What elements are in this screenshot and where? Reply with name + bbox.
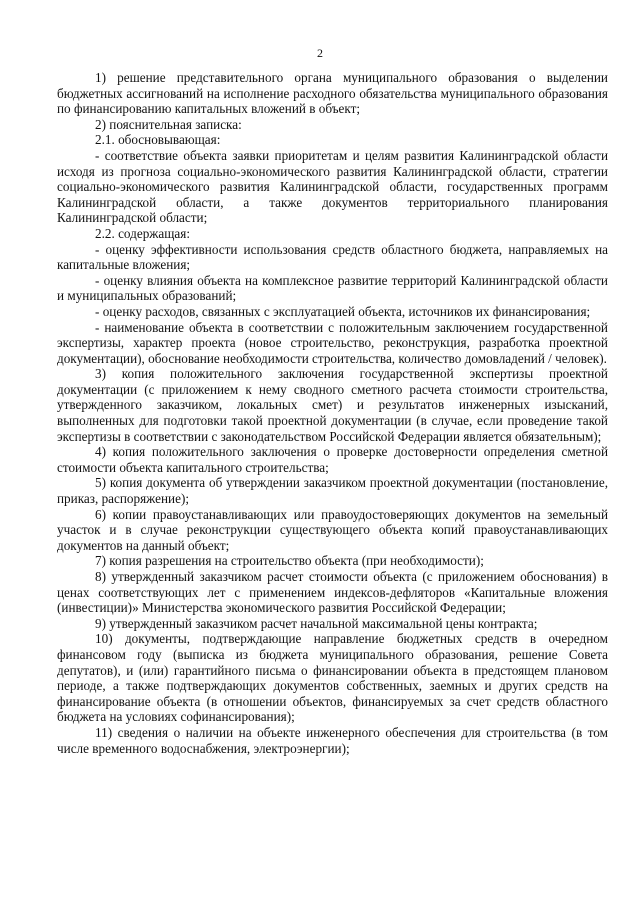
page-number: 2	[317, 46, 323, 60]
paragraph-bullet-priorities: - соответствие объекта заявки приоритетам и целям развития Калининградской области исходя из прогноза социально-экономического развития Калининградской области, стратегии социально-экономического развития Калининградской области, государственных программ Калининградской области, а также документов территориального планирования Калининградской области;	[57, 147, 608, 226]
paragraph-bullet-name: - наименование объекта в соответствии с положительным заключением государственной экспертизы, характер проекта (новое строительство, реконструкция, разработка проектной документации), обоснование необходимости строительства, количество домовладений / человек).	[57, 319, 608, 366]
document-body	[57, 70, 608, 756]
paragraph-item-4: 4) копия положительного заключения о проверке достоверности определения сметной стоимости объекта капитального строительства;	[57, 444, 608, 475]
paragraph-item-2: 2) пояснительная записка:	[95, 116, 242, 132]
paragraph-item-5: 5) копия документа об утверждении заказчиком проектной документации (постановление, приказ, распоряжение);	[57, 475, 608, 507]
paragraph-item-10: 10) документы, подтверждающие направление бюджетных средств в очередном финансовом году (выписка из бюджета муниципального образования, решение Совета депутатов), и (или) гарантийного письма о финансировании объекта в предстоящем плановом периоде, а также подтверждающих документов собственных, заемных и других средств на финансирование объекта (в отношении объектов, финансируемых за счет средств областного бюджета на условиях софинансирования);	[57, 631, 608, 725]
paragraph-item-6: 6) копии правоустанавливающих или правоудостоверяющих документов на земельный участок и в случае реконструкции существующего объекта копий правоустанавливающих документов на данный объект;	[57, 506, 608, 553]
paragraph-item-2-2: 2.2. содержащая:	[95, 225, 191, 241]
paragraph-item-7: 7) копия разрешения на строительство объекта (при необходимости);	[95, 553, 484, 569]
paragraph-item-2-1: 2.1. обосновывающая:	[95, 132, 221, 148]
paragraph-item-8: 8) утвержденный заказчиком расчет стоимости объекта (с приложением обоснования) в ценах соответствующих лет с применением индексов-дефляторов «Капитальные вложения (инвестиции)» Министерства экономического развития Российской Федерации;	[57, 569, 608, 616]
paragraph-bullet-influence: - оценку влияния объекта на комплексное развитие территорий Калининградской области и муниципальных образований;	[57, 272, 608, 304]
paragraph-bullet-expenses: - оценку расходов, связанных с эксплуатацией объекта, источников их финансирования;	[95, 303, 591, 319]
paragraph-item-11: 11) сведения о наличии на объекте инженерного обеспечения для строительства (в том числе временного водоснабжения, электроэнергии);	[57, 724, 608, 756]
paragraph-item-9: 9) утвержденный заказчиком расчет начальной максимальной цены контракта;	[95, 615, 538, 631]
paragraph-bullet-efficiency: - оценку эффективности использования средств областного бюджета, направляемых на капитальные вложения;	[57, 241, 608, 273]
paragraph-item-1: 1) решение представительного органа муниципального образования о выделении бюджетных ассигнований на исполнение расходного обязательства муниципального образования по финансированию капитальных вложений в объект;	[57, 70, 608, 117]
paragraph-item-3: 3) копия положительного заключения государственной экспертизы проектной документации (с приложением к нему сводного сметного расчета стоимости строительства, утвержденного заказчиком, локальных смет) и результатов инженерных изысканий, выполненных для подготовки такой проектной документации (в случае, если проведение такой экспертизы в соответствии с законодательством Российской Федерации является обязательным);	[57, 366, 608, 444]
